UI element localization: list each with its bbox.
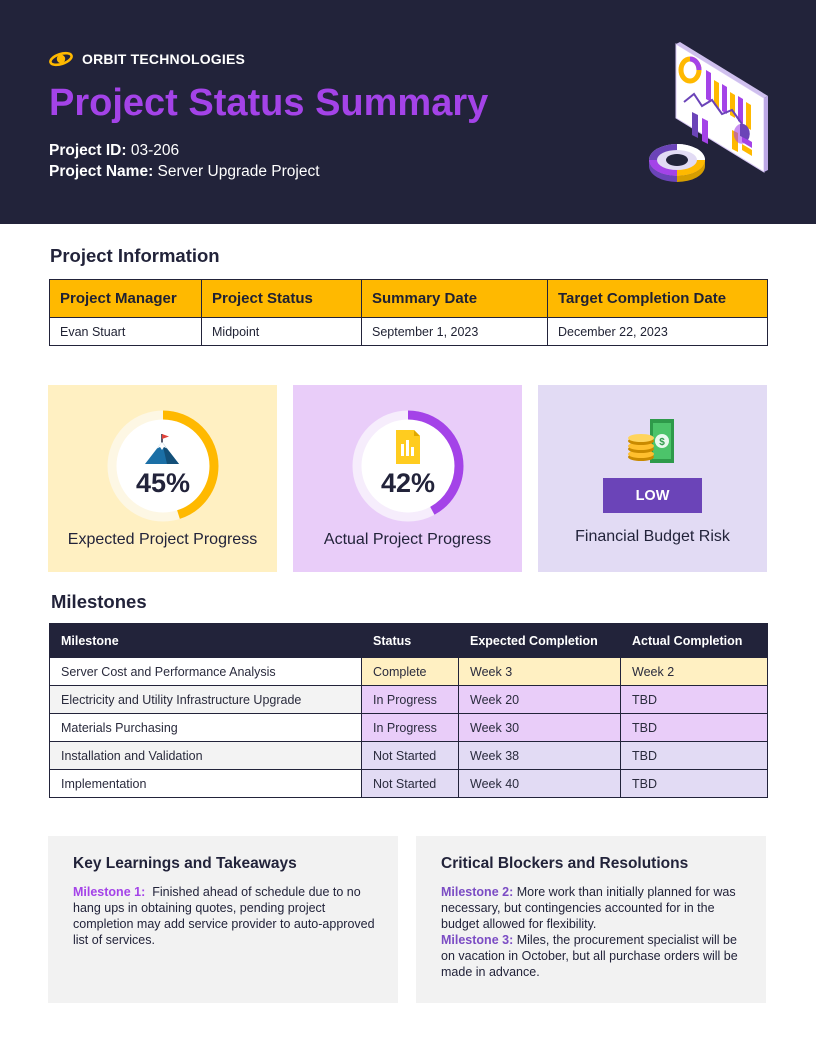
brand	[49, 50, 245, 68]
expected-progress-card	[48, 385, 277, 572]
progress-ring	[348, 406, 468, 526]
learnings-title: Key Learnings and Takeaways	[73, 855, 297, 872]
target-completion-cell: December 22, 2023	[548, 318, 768, 346]
milestone-status-cell: In Progress	[362, 686, 459, 714]
table-row	[50, 686, 768, 714]
project-id-line	[49, 142, 179, 160]
table-row	[50, 742, 768, 770]
learning-text: Finished ahead of schedule due to no hang ups in obtaining quotes, pending project completion may add service provider to auto-approved list of services.	[73, 885, 375, 947]
project-name-label: Project Name:	[49, 163, 154, 180]
milestone-name-cell: Electricity and Utility Infrastructure Upgrade	[50, 686, 362, 714]
milestone-status-cell: In Progress	[362, 714, 459, 742]
expected-completion-cell: Week 30	[459, 714, 621, 742]
budget-risk-label: Financial Budget Risk	[575, 528, 730, 545]
project-manager-cell: Evan Stuart	[50, 318, 202, 346]
project-status-cell: Midpoint	[202, 318, 362, 346]
column-header: Status	[362, 624, 459, 658]
table-header-row	[50, 280, 768, 318]
column-header: Actual Completion	[621, 624, 768, 658]
summary-date-cell: September 1, 2023	[362, 318, 548, 346]
milestone-status-cell: Not Started	[362, 770, 459, 798]
milestone-ref-label: Milestone 3:	[441, 933, 514, 947]
expected-completion-cell: Week 3	[459, 658, 621, 686]
mountain-flag-icon	[143, 430, 181, 466]
blocker-text: Miles, the procurement specialist will be on vacation in October, but all purchase orders will be made in advance.	[441, 933, 738, 979]
table-row	[50, 318, 768, 346]
progress-ring	[103, 406, 223, 526]
orbit-logo-icon	[49, 50, 73, 68]
project-name-line	[49, 163, 320, 181]
column-header: Target Completion Date	[548, 280, 768, 318]
blockers-body	[441, 884, 746, 980]
expected-completion-cell: Week 40	[459, 770, 621, 798]
money-coins-icon	[626, 417, 676, 465]
milestone-status-cell: Not Started	[362, 742, 459, 770]
table-row	[50, 658, 768, 686]
column-header: Expected Completion	[459, 624, 621, 658]
milestone-name-cell: Materials Purchasing	[50, 714, 362, 742]
milestone-name-cell: Installation and Validation	[50, 742, 362, 770]
milestone-name-cell: Server Cost and Performance Analysis	[50, 658, 362, 686]
project-info-title: Project Information	[50, 245, 220, 266]
column-header: Project Manager	[50, 280, 202, 318]
expected-progress-value: 45%	[135, 468, 191, 498]
expected-completion-cell: Week 20	[459, 686, 621, 714]
report-chart-icon	[392, 428, 422, 466]
header-banner	[0, 0, 816, 224]
actual-progress-value: 42%	[380, 468, 436, 498]
project-info-table	[49, 279, 768, 346]
budget-risk-card	[538, 385, 767, 572]
column-header: Summary Date	[362, 280, 548, 318]
milestones-title: Milestones	[51, 591, 147, 612]
milestone-ref-label: Milestone 1:	[73, 885, 146, 899]
expected-completion-cell: Week 38	[459, 742, 621, 770]
blocker-item	[441, 884, 746, 932]
project-id-value: 03-206	[130, 142, 180, 159]
actual-completion-cell: TBD	[621, 742, 768, 770]
risk-level-badge: LOW	[603, 478, 702, 513]
milestone-ref-label: Milestone 2:	[441, 885, 514, 899]
table-row	[50, 770, 768, 798]
milestone-name-cell: Implementation	[50, 770, 362, 798]
project-name-value: Server Upgrade Project	[157, 163, 320, 180]
expected-progress-label: Expected Project Progress	[67, 531, 258, 548]
learnings-body	[73, 884, 378, 948]
table-header-row	[50, 624, 768, 658]
blockers-box	[416, 836, 766, 1003]
learnings-box	[48, 836, 398, 1003]
blocker-text: More work than initially planned for was necessary, but contingencies accounted for in the budget allowed for flexibility.	[441, 885, 736, 931]
actual-completion-cell: Week 2	[621, 658, 768, 686]
milestones-table	[49, 623, 768, 798]
actual-completion-cell: TBD	[621, 714, 768, 742]
column-header: Milestone	[50, 624, 362, 658]
blocker-item	[441, 932, 746, 980]
actual-completion-cell: TBD	[621, 770, 768, 798]
column-header: Project Status	[202, 280, 362, 318]
actual-progress-card	[293, 385, 522, 572]
blockers-title: Critical Blockers and Resolutions	[441, 855, 689, 872]
page-title: Project Status Summary	[49, 82, 489, 124]
brand-name: ORBIT TECHNOLOGIES	[82, 51, 246, 67]
milestone-status-cell: Complete	[362, 658, 459, 686]
actual-completion-cell: TBD	[621, 686, 768, 714]
svg-text:$: $	[659, 437, 665, 448]
actual-progress-label: Actual Project Progress	[323, 531, 492, 548]
table-row	[50, 714, 768, 742]
learning-item	[73, 884, 378, 948]
project-id-label: Project ID:	[49, 142, 127, 159]
dashboard-illustration-icon	[644, 40, 774, 186]
